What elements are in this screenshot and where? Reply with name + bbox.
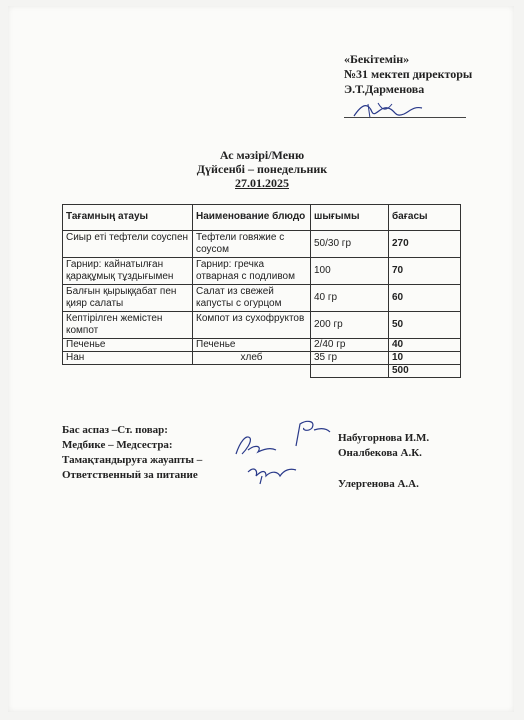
role-nurse: Медбике – Медсестра:	[62, 439, 173, 451]
cell-kz-name: Балғын қырыққабат пен қияр салаты	[63, 285, 193, 312]
total-row	[63, 365, 461, 378]
cell-yield: 200 гр	[311, 312, 389, 339]
cell-kz-name: Кептірілген жемістен компот	[63, 312, 193, 339]
cell-price: 270	[389, 231, 461, 258]
cell-yield: 50/30 гр	[311, 231, 389, 258]
cell-price: 10	[389, 352, 461, 365]
nurse-signature	[290, 418, 334, 448]
menu-table	[62, 204, 461, 378]
header-ru-name: Наименование блюдо	[193, 205, 311, 231]
cell-price: 40	[389, 339, 461, 352]
cell-ru-name: Печенье	[193, 339, 311, 352]
cell-kz-name: Сиыр еті тефтели соуспен	[63, 231, 193, 258]
table-row	[63, 231, 461, 258]
approval-director-name: Э.Т.Дарменова	[344, 82, 425, 96]
cell-yield: 2/40 гр	[311, 339, 389, 352]
header-kz-name: Тағамның атауы	[63, 205, 193, 231]
cell-price: 50	[389, 312, 461, 339]
cell-ru-name: Салат из свежей капусты с огурцом	[193, 285, 311, 312]
role-responsible-ru: Ответственный за питание	[62, 469, 198, 481]
table-row	[63, 312, 461, 339]
cell-kz-name: Нан	[63, 352, 193, 365]
cell-kz-name: Печенье	[63, 339, 193, 352]
cell-yield: 40 гр	[311, 285, 389, 312]
director-signature	[348, 98, 428, 122]
menu-date: 27.01.2025	[235, 176, 289, 190]
cell-ru-name: Компот из сухофруктов	[193, 312, 311, 339]
total-price: 500	[389, 365, 461, 378]
staff-names	[338, 431, 429, 492]
approval-title: «Бекітемін»	[344, 52, 410, 66]
table-row	[63, 258, 461, 285]
cell-yield: 35 гр	[311, 352, 389, 365]
cell-price: 70	[389, 258, 461, 285]
responsible-signature	[244, 462, 300, 486]
table-row	[63, 352, 461, 365]
approval-block	[344, 52, 494, 97]
role-responsible-kz: Тамақтандыруға жауапты –	[62, 454, 203, 466]
responsible-name: Улергенова А.А.	[338, 478, 419, 490]
signature-line	[344, 117, 466, 118]
header-price: бағасы	[389, 205, 461, 231]
cell-ru-name: Гарнир: гречка отварная с подливом	[193, 258, 311, 285]
cell-ru-name: Тефтели говяжие с соусом	[193, 231, 311, 258]
table-header-row	[63, 205, 461, 231]
table-row	[63, 285, 461, 312]
cell-kz-name: Гарнир: кайнатылған қарақұмық тұздығымен	[63, 258, 193, 285]
menu-heading	[0, 148, 524, 190]
menu-title: Ас мәзірі/Меню	[219, 148, 305, 162]
cell-yield: 100	[311, 258, 389, 285]
table-row	[63, 339, 461, 352]
approval-position: №31 мектеп директоры	[344, 67, 473, 81]
role-chef: Бас аспаз –Ст. повар:	[62, 424, 168, 436]
menu-day: Дүйсенбі – понедельник	[196, 162, 328, 176]
staff-roles	[62, 423, 202, 483]
chef-name: Набугорнова И.М.	[338, 432, 430, 444]
cell-ru-name: хлеб	[193, 352, 311, 365]
chef-signature	[232, 428, 280, 462]
header-yield: шығымы	[311, 205, 389, 231]
cell-price: 60	[389, 285, 461, 312]
nurse-name: Оналбекова А.К.	[338, 447, 422, 459]
